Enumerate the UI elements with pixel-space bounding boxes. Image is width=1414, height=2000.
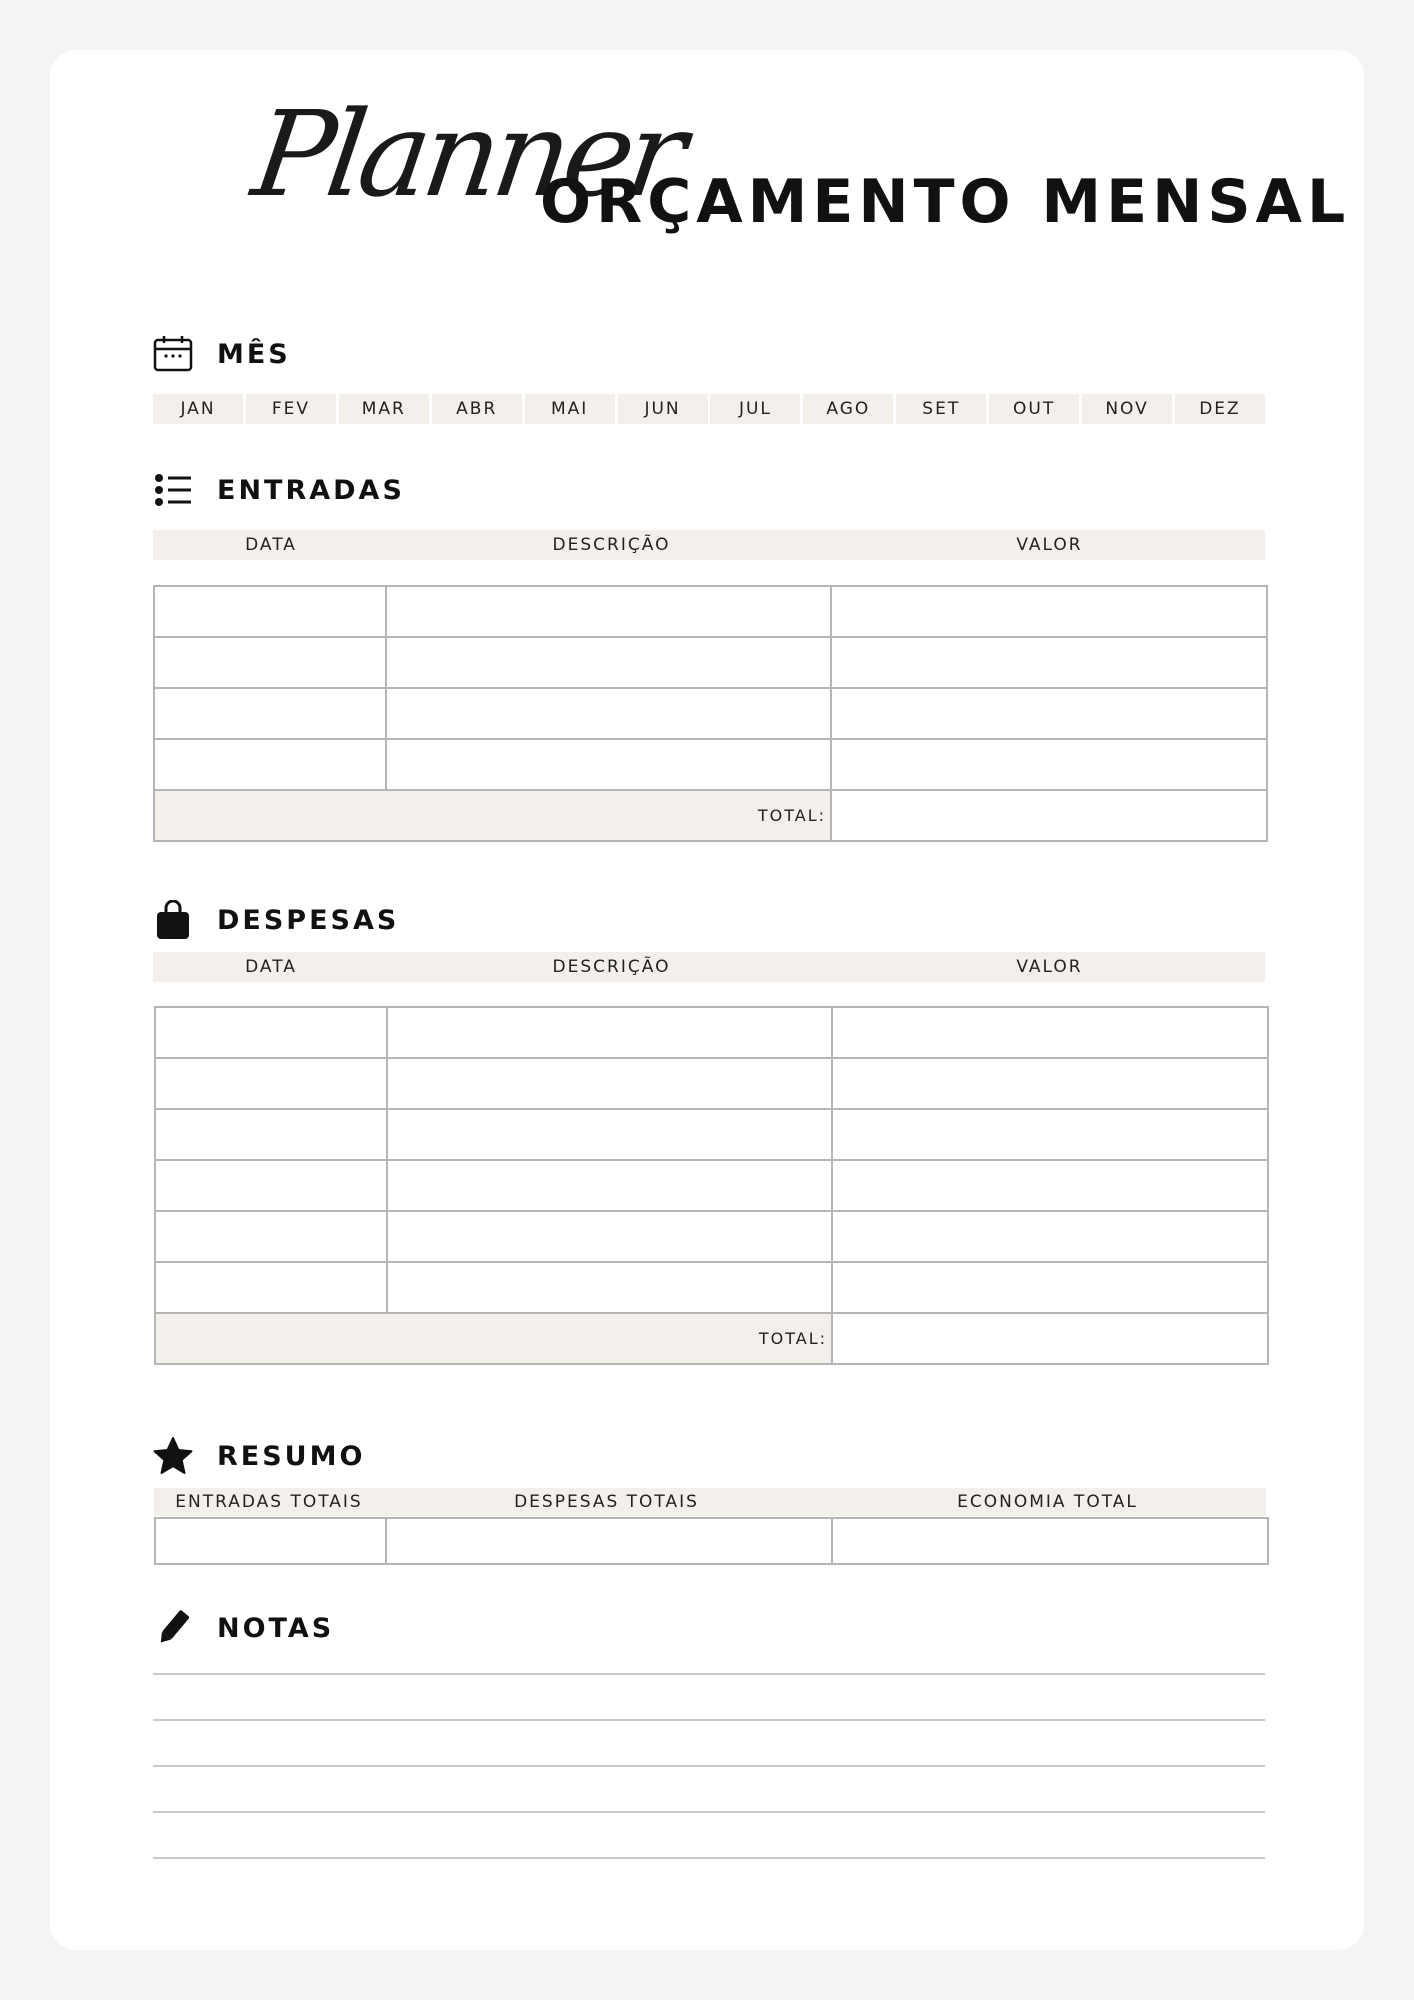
income-value-cell[interactable]: [831, 739, 1267, 790]
income-section-header: [153, 468, 405, 512]
income-description-cell[interactable]: [386, 688, 831, 739]
summary-section-label: RESUMO: [217, 1440, 366, 1472]
expense-description-cell[interactable]: [387, 1058, 832, 1109]
expense-date-cell[interactable]: [155, 1109, 387, 1160]
month-jun[interactable]: JUN: [618, 394, 708, 424]
notes-line[interactable]: [153, 1811, 1265, 1813]
table-row: [155, 1007, 1268, 1058]
summary-col-income: ENTRADAS TOTAIS: [175, 1492, 363, 1512]
income-total-row: [154, 790, 1267, 841]
pencil-icon: [153, 1608, 193, 1648]
income-col-date: DATA: [245, 535, 297, 555]
expense-value-cell[interactable]: [832, 1160, 1268, 1211]
expenses-col-date: DATA: [245, 957, 297, 977]
month-out[interactable]: OUT: [989, 394, 1079, 424]
income-section-label: ENTRADAS: [217, 474, 405, 506]
income-column-header: [153, 530, 1265, 560]
notes-section-label: NOTAS: [217, 1612, 335, 1644]
expense-value-cell[interactable]: [832, 1211, 1268, 1262]
expenses-section-header: [153, 898, 399, 942]
month-set[interactable]: SET: [896, 394, 986, 424]
expense-description-cell[interactable]: [387, 1007, 832, 1058]
income-total-label: TOTAL:: [154, 790, 831, 841]
table-row: [154, 586, 1267, 637]
table-row: [154, 739, 1267, 790]
expenses-total-label: TOTAL:: [155, 1313, 832, 1364]
summary-expenses-cell[interactable]: [386, 1518, 832, 1564]
expense-date-cell[interactable]: [155, 1058, 387, 1109]
income-total-value-cell[interactable]: [831, 790, 1267, 841]
summary-savings-cell[interactable]: [832, 1518, 1268, 1564]
month-mar[interactable]: MAR: [339, 394, 429, 424]
income-description-cell[interactable]: [386, 586, 831, 637]
notes-line[interactable]: [153, 1719, 1265, 1721]
income-date-cell[interactable]: [154, 739, 386, 790]
expenses-col-description: DESCRIÇÃO: [552, 957, 671, 977]
list-icon: [153, 470, 193, 510]
month-section-header: [153, 332, 291, 376]
month-jan[interactable]: JAN: [153, 394, 243, 424]
expense-date-cell[interactable]: [155, 1007, 387, 1058]
page-title: ORÇAMENTO MENSAL: [540, 167, 1351, 237]
income-col-value: VALOR: [1016, 535, 1083, 555]
notes-line[interactable]: [153, 1765, 1265, 1767]
table-row: [155, 1262, 1268, 1313]
income-description-cell[interactable]: [386, 739, 831, 790]
income-date-cell[interactable]: [154, 688, 386, 739]
income-date-cell[interactable]: [154, 586, 386, 637]
expense-date-cell[interactable]: [155, 1160, 387, 1211]
expense-date-cell[interactable]: [155, 1211, 387, 1262]
expenses-col-value: VALOR: [1016, 957, 1083, 977]
expense-description-cell[interactable]: [387, 1211, 832, 1262]
month-mai[interactable]: MAI: [525, 394, 615, 424]
month-jul[interactable]: JUL: [710, 394, 800, 424]
income-description-cell[interactable]: [386, 637, 831, 688]
star-icon: [153, 1436, 193, 1476]
month-selector: [153, 394, 1265, 424]
expenses-table: [154, 1006, 1269, 1365]
expense-value-cell[interactable]: [832, 1109, 1268, 1160]
month-ago[interactable]: AGO: [803, 394, 893, 424]
month-fev[interactable]: FEV: [246, 394, 336, 424]
income-date-cell[interactable]: [154, 637, 386, 688]
summary-section-header: [153, 1434, 365, 1478]
notes-line[interactable]: [153, 1857, 1265, 1859]
expenses-total-row: [155, 1313, 1268, 1364]
shopping-bag-icon: [153, 900, 193, 940]
expense-value-cell[interactable]: [832, 1007, 1268, 1058]
expense-value-cell[interactable]: [832, 1262, 1268, 1313]
notes-section-header: [153, 1606, 334, 1650]
expense-description-cell[interactable]: [387, 1109, 832, 1160]
table-row: [155, 1160, 1268, 1211]
income-value-cell[interactable]: [831, 637, 1267, 688]
expenses-column-header: [153, 952, 1265, 982]
summary-column-header: [154, 1488, 1266, 1516]
calendar-icon: [153, 334, 193, 374]
income-table: [153, 585, 1268, 842]
income-value-cell[interactable]: [831, 688, 1267, 739]
table-row: [155, 1518, 1268, 1564]
month-nov[interactable]: NOV: [1082, 394, 1172, 424]
table-row: [155, 1058, 1268, 1109]
summary-col-expenses: DESPESAS TOTAIS: [514, 1492, 699, 1512]
summary-col-savings: ECONOMIA TOTAL: [957, 1492, 1138, 1512]
expenses-total-value-cell[interactable]: [832, 1313, 1268, 1364]
summary-table: [154, 1517, 1269, 1565]
notes-line[interactable]: [153, 1673, 1265, 1675]
income-col-description: DESCRIÇÃO: [552, 535, 671, 555]
table-row: [154, 637, 1267, 688]
table-row: [154, 688, 1267, 739]
table-row: [155, 1109, 1268, 1160]
income-value-cell[interactable]: [831, 586, 1267, 637]
month-section-label: MÊS: [217, 338, 291, 370]
table-row: [155, 1211, 1268, 1262]
month-abr[interactable]: ABR: [432, 394, 522, 424]
expense-value-cell[interactable]: [832, 1058, 1268, 1109]
expense-description-cell[interactable]: [387, 1160, 832, 1211]
script-word: Planner: [245, 85, 689, 223]
month-dez[interactable]: DEZ: [1175, 394, 1265, 424]
summary-income-cell[interactable]: [155, 1518, 386, 1564]
expense-description-cell[interactable]: [387, 1262, 832, 1313]
expense-date-cell[interactable]: [155, 1262, 387, 1313]
expenses-section-label: DESPESAS: [217, 904, 400, 936]
